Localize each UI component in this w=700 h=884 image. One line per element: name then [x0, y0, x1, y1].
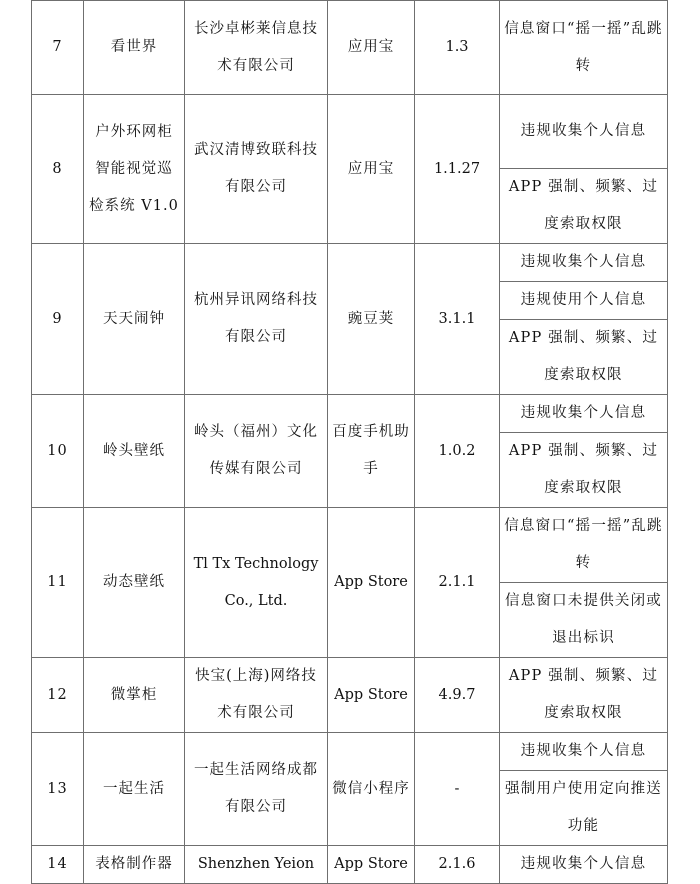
- app-name: 动态壁纸: [84, 508, 185, 658]
- issue-cell: 违规收集个人信息: [500, 244, 668, 282]
- issue-cell: 信息窗口未提供关闭或退出标识: [500, 583, 668, 658]
- issue-cell: 信息窗口“摇一摇”乱跳转: [500, 508, 668, 583]
- issue-cell: 违规收集个人信息: [500, 395, 668, 433]
- row-number: 10: [32, 395, 84, 508]
- issue-cell: 信息窗口“摇一摇”乱跳转: [500, 1, 668, 95]
- app-store: 微信小程序: [328, 733, 415, 846]
- app-store: 豌豆荚: [328, 244, 415, 395]
- app-violation-table: [31, 0, 668, 884]
- issue-cell: 强制用户使用定向推送功能: [500, 771, 668, 846]
- row-number: 8: [32, 95, 84, 244]
- app-version: 1.0.2: [415, 395, 500, 508]
- app-store: 应用宝: [328, 1, 415, 95]
- app-name: 表格制作器: [84, 846, 185, 884]
- app-name: 天天闹钟: [84, 244, 185, 395]
- table-row: [32, 658, 668, 733]
- app-name: 看世界: [84, 1, 185, 95]
- app-version: 1.1.27: [415, 95, 500, 244]
- issue-cell: APP 强制、频繁、过度索取权限: [500, 169, 668, 244]
- table-row: [32, 244, 668, 282]
- table-row: [32, 733, 668, 771]
- row-number: 12: [32, 658, 84, 733]
- table-row: [32, 395, 668, 433]
- app-version: -: [415, 733, 500, 846]
- app-store: 百度手机助手: [328, 395, 415, 508]
- developer-name: Tl Tx Technology Co., Ltd.: [185, 508, 328, 658]
- app-store: App Store: [328, 658, 415, 733]
- row-number: 13: [32, 733, 84, 846]
- app-version: 4.9.7: [415, 658, 500, 733]
- row-number: 14: [32, 846, 84, 884]
- app-name: 微掌柜: [84, 658, 185, 733]
- app-version: 3.1.1: [415, 244, 500, 395]
- row-number: 11: [32, 508, 84, 658]
- issue-cell: 违规收集个人信息: [500, 733, 668, 771]
- developer-name: 一起生活网络成都有限公司: [185, 733, 328, 846]
- table-row: [32, 846, 668, 884]
- developer-name: 快宝(上海)网络技术有限公司: [185, 658, 328, 733]
- issue-cell: 违规使用个人信息: [500, 282, 668, 320]
- issue-cell: APP 强制、频繁、过度索取权限: [500, 320, 668, 395]
- app-name: 一起生活: [84, 733, 185, 846]
- issue-cell: APP 强制、频繁、过度索取权限: [500, 433, 668, 508]
- app-version: 2.1.6: [415, 846, 500, 884]
- app-store: App Store: [328, 846, 415, 884]
- table-row: [32, 95, 668, 169]
- table-row: [32, 508, 668, 583]
- table-row: [32, 1, 668, 95]
- issue-cell: APP 强制、频繁、过度索取权限: [500, 658, 668, 733]
- app-version: 2.1.1: [415, 508, 500, 658]
- developer-name: Shenzhen Yeion: [185, 846, 328, 884]
- app-name: 户外环网柜智能视觉巡检系统 V1.0: [84, 95, 185, 244]
- row-number: 9: [32, 244, 84, 395]
- developer-name: 岭头（福州）文化传媒有限公司: [185, 395, 328, 508]
- issue-cell: 违规收集个人信息: [500, 846, 668, 884]
- developer-name: 长沙卓彬莱信息技术有限公司: [185, 1, 328, 95]
- row-number: 7: [32, 1, 84, 95]
- app-store: 应用宝: [328, 95, 415, 244]
- app-store: App Store: [328, 508, 415, 658]
- app-name: 岭头壁纸: [84, 395, 185, 508]
- developer-name: 杭州异讯网络科技有限公司: [185, 244, 328, 395]
- issue-cell: 违规收集个人信息: [500, 95, 668, 169]
- developer-name: 武汉清博致联科技有限公司: [185, 95, 328, 244]
- app-version: 1.3: [415, 1, 500, 95]
